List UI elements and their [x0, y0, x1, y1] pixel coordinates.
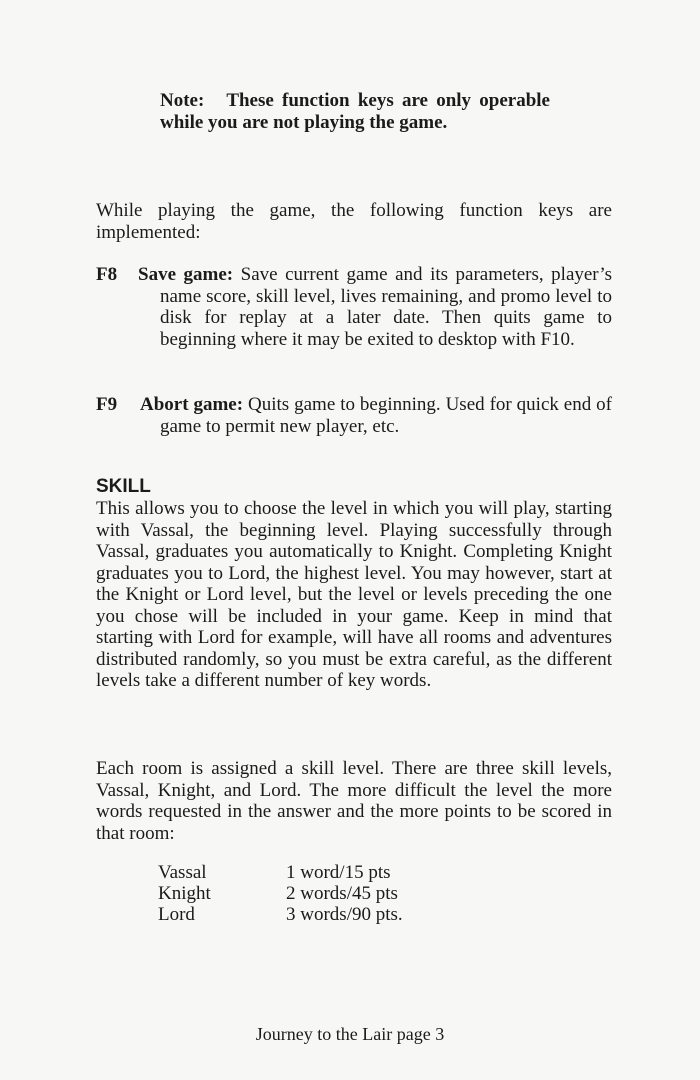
skill-paragraph-1: This allows you to choose the level in which you will play, starting with Vassal, the beginning level. Playing successfully through Vassal, graduates you automatically to Knight. Completing Knight graduates you to Lord, the highest level. You may however, start at the Knight or Lord level, but the level or levels preceding the one you chose will be included in your game. Keep in mind that starting with Lord for example, will have all rooms and adventures distributed randomly, so you must be extra careful, as the different levels take a different number of key words.	[96, 498, 612, 691]
f8-description: Save current game and its parameters, player’s name score, skill level, lives remaining, and promo level to disk for replay at a later date. Then quits game to beginning where it may be exited to desktop with F10.	[160, 264, 613, 350]
f9-body	[96, 394, 612, 437]
skill-heading: SKILL	[96, 476, 151, 497]
f8-key-label: F8	[96, 264, 118, 285]
note-text: These function keys are only operable while you are not playing the game.	[160, 90, 550, 133]
function-key-f8	[96, 264, 612, 350]
level-name: Lord	[158, 904, 195, 925]
skill-level-table	[158, 862, 403, 925]
intro-paragraph: While playing the game, the following function keys are implemented:	[96, 200, 612, 243]
note-label: Note:	[160, 90, 205, 111]
page-footer: Journey to the Lair page 3	[255, 1024, 445, 1044]
level-row	[158, 862, 403, 883]
f8-title: Save game:	[138, 264, 234, 285]
function-key-f9	[96, 394, 612, 437]
f9-description: Quits game to beginning. Used for quick end of game to permit new player, etc.	[160, 394, 613, 437]
skill-paragraph-2: Each room is assigned a skill level. There are three skill levels, Vassal, Knight, and Lord. The more difficult the level the more words requested in the answer and the more points to be scored in that room:	[96, 758, 612, 844]
level-value: 3 words/90 pts.	[286, 904, 403, 925]
f9-title: Abort game:	[140, 394, 244, 415]
f8-body	[96, 264, 612, 350]
f9-key-label: F9	[96, 394, 118, 415]
level-row	[158, 883, 403, 904]
level-name: Vassal	[158, 862, 207, 883]
level-row	[158, 904, 403, 925]
level-value: 1 word/15 pts	[286, 862, 391, 883]
note-block	[160, 90, 550, 134]
level-value: 2 words/45 pts	[286, 883, 398, 904]
level-name: Knight	[158, 883, 211, 904]
